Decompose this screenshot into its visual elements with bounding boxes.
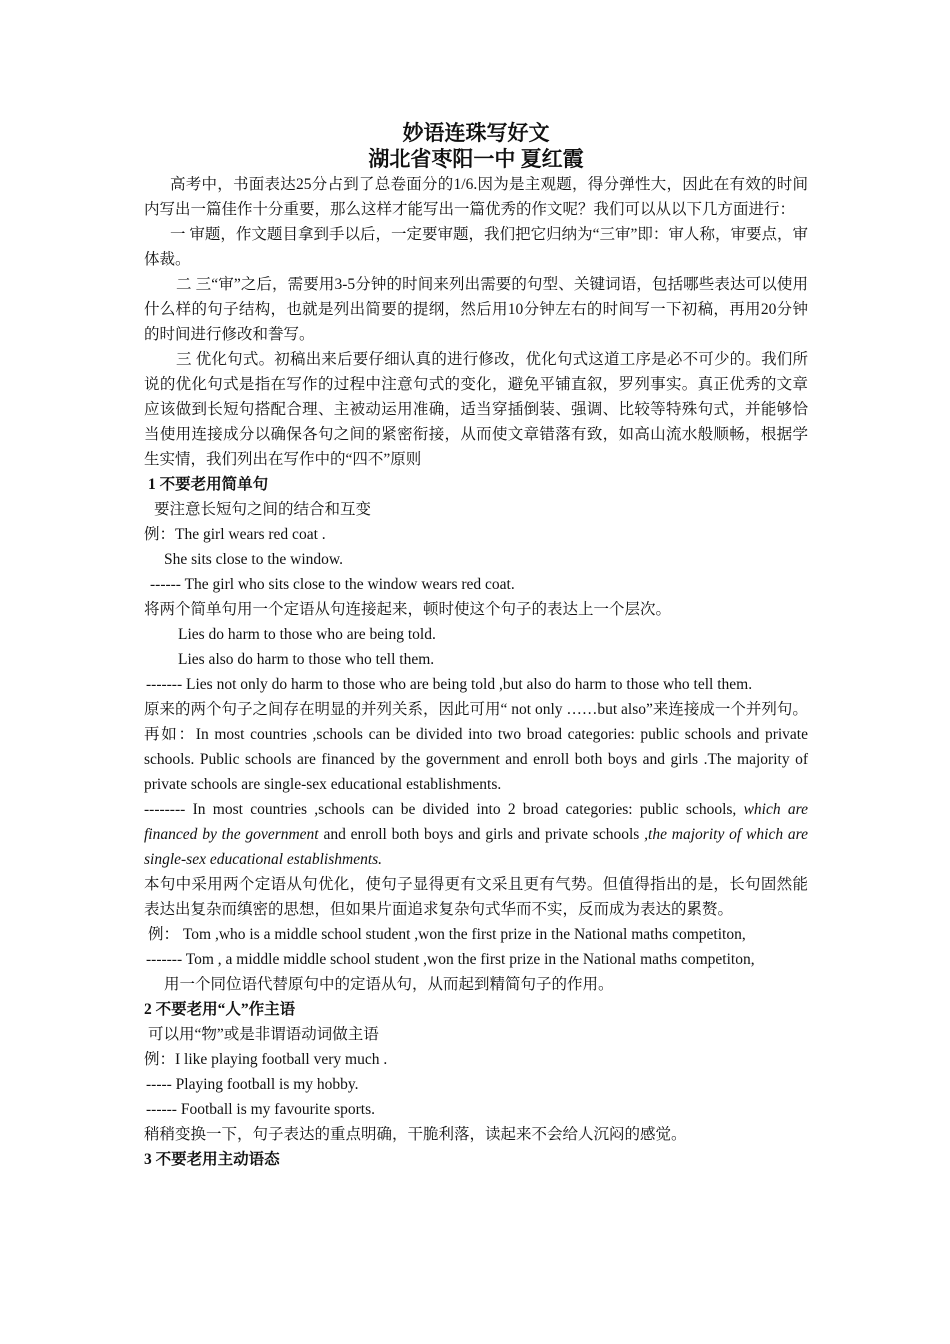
example-line: ------ The girl who sits close to the window wears red coat. xyxy=(150,576,515,593)
step-three-paragraph: 三 优化句式。初稿出来后要仔细认真的进行修改，优化句式这道工序是必不可少的。我们所说的优化句式是指在写作的过程中注意句式的变化，避免平铺直叙，罗列事实。真正优秀的文章应该做到长短句搭配合理、主被动运用准确，适当穿插倒装、强调、比较等特殊句式，并能够恰当使用连接成分以确保各句之间的紧密衔接，从而使文章错落有致，如高山流水般顺畅，根据学生实情，我们列出在写作中的“四不”原则 xyxy=(144,351,808,468)
example-paragraph-rewritten xyxy=(144,797,808,872)
example-comment: 将两个简单句用一个定语从句连接起来，顿时使这个句子的表达上一个层次。 xyxy=(144,601,672,618)
example-line: 例：I like playing football very much . xyxy=(144,1051,388,1068)
step-one-paragraph: 一 审题，作文题目拿到手以后，一定要审题，我们把它归纳为“三审”即：审人称，审要点，审体裁。 xyxy=(144,226,808,268)
section-note-2: 可以用“物”或是非谓语动词做主语 xyxy=(148,1026,379,1043)
example-line: Lies also do harm to those who tell them. xyxy=(178,651,435,668)
example-line: 例： Tom ,who is a middle school student ,won the first prize in the National maths competiton, xyxy=(148,926,746,943)
example-comment: 本句中采用两个定语从句优化，使句子显得更有文采且更有气势。但值得指出的是，长句固然能表达出复杂而缜密的思想，但如果片面追求复杂句式华而不实，反而成为表达的累赘。 xyxy=(144,876,808,918)
section-note-1: 要注意长短句之间的结合和互变 xyxy=(154,501,372,518)
section-heading-2: 2 不要老用“人”作主语 xyxy=(144,1001,296,1018)
rewrite-text: -------- In most countries ,schools can be divided into 2 broad categories: public schools, xyxy=(144,801,744,818)
rewrite-text: and enroll both boys and girls and private schools xyxy=(318,826,645,843)
example-line: 例：The girl wears red coat . xyxy=(144,526,326,543)
example-comment: 原来的两个句子之间存在明显的并列关系，因此可用“ not only ……but also”来连接成一个并列句。 xyxy=(144,701,808,718)
rewrite-italic: ,the majority of which are single-sex educational establishments. xyxy=(144,826,808,868)
example-paragraph: 再如：In most countries ,schools can be divided into two broad categories: public schools and private schools. Public schools are financed by the government and enroll both boys and girls .The majority of private schools are single-sex educational establishments. xyxy=(144,726,808,793)
example-line: Lies do harm to those who are being told. xyxy=(178,626,436,643)
example-line: ----- Playing football is my hobby. xyxy=(146,1076,359,1093)
doc-author: 湖北省枣阳一中 夏红霞 xyxy=(368,147,584,171)
document-page xyxy=(144,120,808,1172)
section-heading-1: 1 不要老用简单句 xyxy=(148,476,269,493)
step-two-paragraph: 二 三“审”之后，需要用3-5分钟的时间来列出需要的句型、关键词语，包括哪些表达可以使用什么样的句子结构，也就是列出简要的提纲，然后用10分钟左右的时间写一下初稿，再用20分钟的时间进行修改和誊写。 xyxy=(144,276,808,343)
example-line: ------- Tom , a middle middle school student ,won the first prize in the National maths competiton, xyxy=(146,951,755,968)
example-comment: 稍稍变换一下，句子表达的重点明确，干脆利落，读起来不会给人沉闷的感觉。 xyxy=(144,1126,687,1143)
section-heading-3: 3 不要老用主动语态 xyxy=(144,1151,280,1168)
example-comment: 用一个同位语代替原句中的定语从句，从而起到精简句子的作用。 xyxy=(164,976,614,993)
example-line: She sits close to the window. xyxy=(164,551,343,568)
example-line: ------- Lies not only do harm to those who are being told ,but also do harm to those who tell them. xyxy=(146,676,753,693)
intro-paragraph: 高考中，书面表达25分占到了总卷面分的1/6.因为是主观题，得分弹性大，因此在有效的时间内写出一篇佳作十分重要，那么这样才能写出一篇优秀的作文呢？我们可以从以下几方面进行： xyxy=(144,176,808,218)
doc-title: 妙语连珠写好文 xyxy=(402,121,550,145)
example-line: ------ Football is my favourite sports. xyxy=(146,1101,376,1118)
rewrite-italic: which are financed by the government xyxy=(144,801,808,843)
